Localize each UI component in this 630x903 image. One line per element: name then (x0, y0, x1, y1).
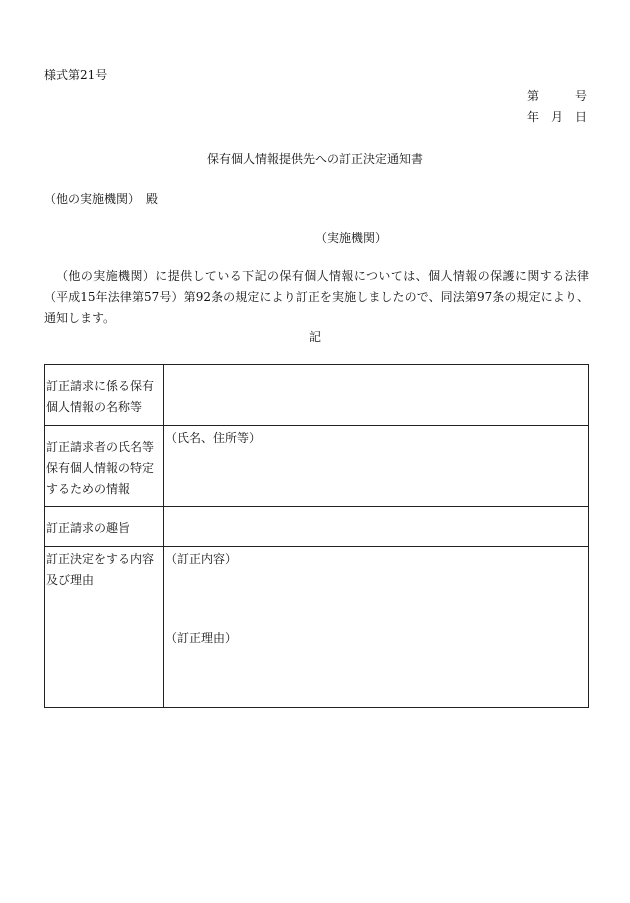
row-value (164, 547, 589, 708)
recipient: （他の実施機関） 殿 (44, 192, 159, 206)
row-value (164, 507, 589, 547)
body-paragraph: （他の実施機関）に提供している下記の保有個人情報については、個人情報の保護に関する法律（平成15年法律第57号）第92条の規定により訂正を実施しましたので、同法第97条の規定により、通知します。 (44, 269, 589, 325)
sender: （実施機関） (314, 231, 387, 245)
document-number: 第 号 (526, 89, 587, 103)
row-label: 訂正請求に係る保有個人情報の名称等 (45, 365, 164, 426)
document-title: 保有個人情報提供先への訂正決定通知書 (206, 152, 423, 166)
table-row (45, 365, 589, 426)
ki-heading: 記 (308, 330, 321, 344)
row-label: 訂正決定をする内容及び理由 (45, 547, 164, 708)
correction-content-label: （訂正内容） (165, 552, 238, 566)
row-label: 訂正請求者の氏名等保有個人情報の特定するための情報 (45, 426, 164, 507)
table-row (45, 426, 589, 507)
document-date: 年 月 日 (526, 110, 587, 124)
correction-reason-label: （訂正理由） (165, 631, 238, 645)
detail-table (44, 364, 589, 708)
table-row (45, 507, 589, 547)
row-value: （氏名、住所等） (164, 426, 589, 507)
form-number: 様式第21号 (44, 68, 108, 82)
row-value (164, 365, 589, 426)
table-row (45, 547, 589, 708)
row-label: 訂正請求の趣旨 (45, 507, 164, 547)
